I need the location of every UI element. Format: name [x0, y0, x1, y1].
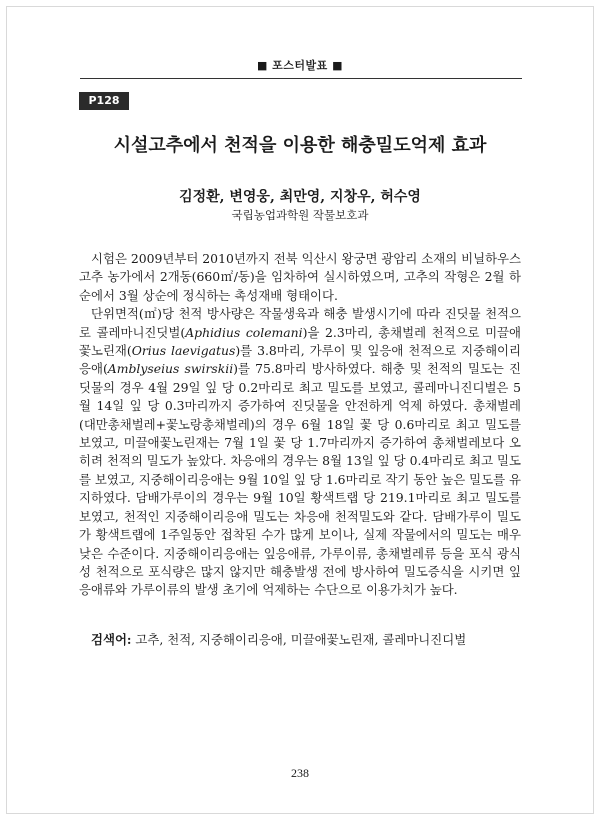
abstract-text: 단위면적(㎡)당 천적 방사량은 작물생육과 해충 발생시기에 따라 진딧물 천적으로 콜레마니진딧벌( — [79, 306, 521, 340]
page-number: 238 — [291, 766, 309, 780]
header-divider — [80, 78, 522, 79]
keywords-label: 검색어: — [91, 632, 132, 647]
species-name: Orius laevigatus — [131, 343, 236, 359]
species-name: Amblyseius swirskii — [107, 361, 234, 377]
section-header: ■ 포스터발표 ■ — [256, 59, 344, 72]
poster-id-badge: P128 — [79, 92, 129, 110]
paper-title: 시설고추에서 천적을 이용한 해충밀도억제 효과 — [113, 135, 487, 156]
affiliation: 국립농업과학원 작물보호과 — [231, 208, 369, 222]
keywords — [91, 631, 521, 649]
abstract — [79, 250, 521, 600]
keywords-text: 고추, 천적, 지중해이리응애, 미끌애꽃노린재, 콜레마니진디벌 — [131, 632, 467, 647]
species-name: Aphidius colemani — [185, 324, 303, 340]
abstract-paragraph-2 — [79, 305, 521, 600]
author-list: 김정환, 변영웅, 최만영, 지창우, 허수영 — [179, 189, 421, 205]
abstract-text: )을 2.3마리, 총채벌레 천적으로 미끌애꽃노린재( — [79, 324, 521, 359]
abstract-text: )를 75.8마리 방사하였다. 해충 및 천적의 밀도는 진딧물의 경우 4월 29일 잎 당 0.2마리로 최고 밀도를 보였고, 콜레마니진디벌은 5월 14일 잎 당 0.3마리까지 증가하여 진딧물을 안전하게 억제 하였다. 총채벌레(대만총채벌레+꽃노랑총채벌레)의 경우 6월 18일 꽃 당 0.6마리로 최고 밀도를 보였고, 미끌애꽃노린재는 7월 1일 꽃 당 1.7마리까지 증가하여 총채벌레보다 오히려 천적의 밀도가 높았다. 차응애의 경우는 8월 13일 잎 당 0.4마리로 최고 밀도를 보였고, 지중해이리응애는 9월 10일 잎 당 1.6마리로 작기 동안 높은 밀도를 유지하였다. 담배가루이의 경우는 9월 10일 황색트랩 당 219.1마리로 최고 밀도를 보였고, 천적인 지중해이리응애 밀도는 차응애 천적밀도와 같다. 담배가루이 밀도가 황색트랩에 1주일동안 접착된 수가 많게 보이나, 실제 작물에서의 밀도는 매우 낮은 수준이다. 지중해이리응애는 잎응애류, 가루이류, 총채벌레류 등을 포식 광식성 천적으로 포식량은 많지 않지만 해충발생 전에 방사하여 밀도증식을 시키면 잎응애류와 가루이류의 발생 초기에 억제하는 수단으로 이용가치가 높다. — [79, 361, 521, 598]
abstract-paragraph-1: 시험은 2009년부터 2010년까지 전북 익산시 왕궁면 광암리 소재의 비닐하우스 고추 농가에서 2개동(660㎡/동)을 임차하여 실시하였으며, 고추의 작형은 2월 하순에서 3월 상순에 정식하는 촉성재배 형태이다. — [79, 251, 521, 303]
abstract-text: )를 3.8마리, 가루이 및 잎응애 천적으로 지중해이리응애( — [79, 343, 521, 377]
